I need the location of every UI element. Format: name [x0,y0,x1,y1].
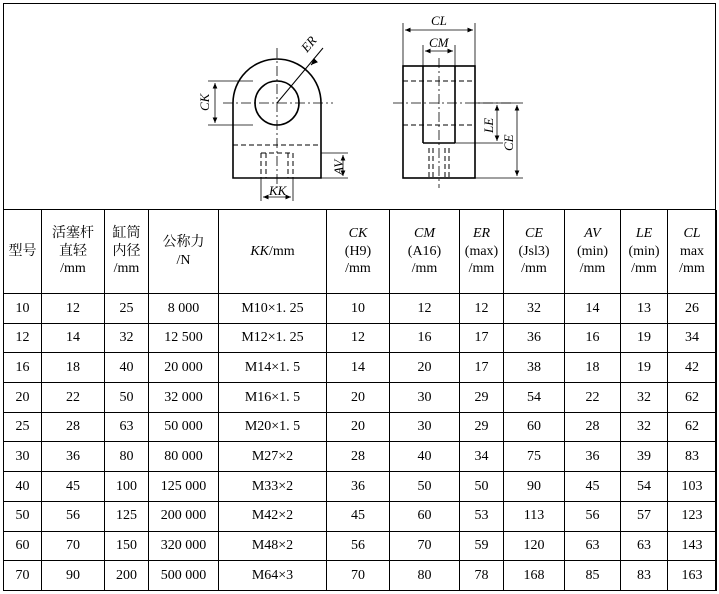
table-cell: 50 [390,472,460,502]
table-cell: 25 [4,412,42,442]
table-row [4,501,717,531]
table-cell: 30 [390,383,460,413]
column-header-line: (max) [464,243,499,259]
column-header-line: 公称力 [162,235,205,250]
table-cell: 28 [327,442,390,472]
table-cell: 63 [565,531,621,561]
spec-table [3,210,717,591]
table-cell: M20×1. 5 [219,412,327,442]
table-cell: 36 [327,472,390,502]
table-cell: 12 [460,294,504,324]
table-cell: 113 [504,501,565,531]
kk-label: KK [269,183,287,198]
table-cell: 34 [460,442,504,472]
column-header [105,210,149,294]
table-cell: 26 [668,294,717,324]
column-header-line: (min) [576,243,609,259]
table-cell: 12 [4,323,42,353]
table-cell: 40 [390,442,460,472]
table-cell: 18 [42,353,105,383]
column-header-line: 缸筒 [112,226,141,242]
table-cell: 63 [621,531,668,561]
column-header-line: max [679,243,705,259]
table-cell: 28 [565,412,621,442]
column-header-line: 型号 [8,243,37,259]
table-body [4,294,717,591]
column-header-line: /mm [631,261,657,277]
table-cell: 36 [565,442,621,472]
table-cell: 32 [105,323,149,353]
table-cell: 60 [504,412,565,442]
table-cell: 22 [565,383,621,413]
table-row [4,412,717,442]
table-cell: 29 [460,383,504,413]
table-cell: 32 [621,383,668,413]
column-header-line: 活塞杆 [52,226,94,242]
column-header-line: /mm [579,261,606,277]
table-row [4,383,717,413]
table-cell: 100 [105,472,149,502]
table-cell: 30 [4,442,42,472]
table-cell: 85 [565,561,621,591]
table-row [4,561,717,591]
column-header-line: (H9) [344,243,372,259]
table-cell: M12×1. 25 [219,323,327,353]
table-cell: 22 [42,383,105,413]
table-cell: 10 [4,294,42,324]
cm-label: CM [429,35,449,50]
table-cell: 16 [565,323,621,353]
table-cell: 500 000 [149,561,219,591]
table-cell: 83 [621,561,668,591]
table-cell: 54 [504,383,565,413]
table-cell: 30 [390,412,460,442]
column-header [149,210,219,294]
table-cell: 320 000 [149,531,219,561]
table-cell: 143 [668,531,717,561]
table-cell: 53 [460,501,504,531]
table-row [4,353,717,383]
column-header-symbol: CM [414,226,435,242]
table-cell: 19 [621,353,668,383]
table-cell: 16 [4,353,42,383]
table-cell: 14 [42,323,105,353]
table-cell: 60 [390,501,460,531]
table-cell: 12 [327,323,390,353]
table-cell: 18 [565,353,621,383]
ck-label: CK [197,93,212,111]
table-cell: 125 [105,501,149,531]
table-cell: 56 [565,501,621,531]
table-cell: 20 [327,412,390,442]
table-cell: 14 [327,353,390,383]
column-header [565,210,621,294]
column-header [4,210,42,294]
table-cell: 40 [105,353,149,383]
column-header-symbol: AV [584,226,601,242]
table-row [4,531,717,561]
table-cell: 200 [105,561,149,591]
column-header-line: (Jsl3) [518,243,550,259]
table-row [4,294,717,324]
table-cell: 59 [460,531,504,561]
table-cell: M64×3 [219,561,327,591]
table-cell: 54 [621,472,668,502]
er-dimension [277,48,323,103]
er-label: ER [297,33,320,55]
table-cell: 70 [4,561,42,591]
table-cell: 42 [668,353,717,383]
table-cell: 75 [504,442,565,472]
column-header-line: /mm [411,261,438,277]
column-header [621,210,668,294]
table-cell: 17 [460,323,504,353]
column-header [42,210,105,294]
column-header-symbol: KK [250,243,269,259]
table-cell: 56 [327,531,390,561]
table-cell: 45 [42,472,105,502]
column-header-line: (A16) [407,243,442,259]
ce-label: CE [501,134,516,151]
table-cell: 70 [42,531,105,561]
column-header-symbol: CE [525,226,543,242]
table-cell: 168 [504,561,565,591]
table-cell: 60 [4,531,42,561]
table-cell: 50 [4,501,42,531]
table-row [4,323,717,353]
av-label: AV [331,159,346,175]
column-header-line: /mm [345,261,371,277]
table-cell: 19 [621,323,668,353]
column-header [327,210,390,294]
table-cell: 80 [390,561,460,591]
table-cell: 123 [668,501,717,531]
le-label: LE [481,117,496,133]
table-cell: M42×2 [219,501,327,531]
table-cell: 29 [460,412,504,442]
table-cell: 50 [460,472,504,502]
table-cell: 38 [504,353,565,383]
column-header-line: /N [176,252,191,268]
column-header-line: /mm [60,261,86,277]
table-cell: 32 [621,412,668,442]
table-cell: 12 500 [149,323,219,353]
table-cell: 16 [390,323,460,353]
table-cell: 13 [621,294,668,324]
table-cell: 32 [504,294,565,324]
table-cell: 36 [504,323,565,353]
table-cell: 20 000 [149,353,219,383]
column-header-symbol: ER [472,226,491,242]
clevis-drawing-svg [3,3,716,210]
column-header-line: /mm [521,261,547,277]
column-header-line: 内径 [112,243,141,259]
table-cell: 34 [668,323,717,353]
front-view-centerlines [223,48,333,188]
table-cell: 56 [42,501,105,531]
column-header-line: /mm [468,261,495,277]
table-cell: 90 [504,472,565,502]
column-header-line: /mm [269,243,295,259]
table-cell: 50 000 [149,412,219,442]
table-cell: M27×2 [219,442,327,472]
table-cell: 45 [327,501,390,531]
table-cell: 45 [565,472,621,502]
column-header [390,210,460,294]
table-cell: 163 [668,561,717,591]
table-cell: 12 [42,294,105,324]
table-cell: 78 [460,561,504,591]
table-cell: 40 [4,472,42,502]
table-cell: 50 [105,383,149,413]
table-cell: 80 000 [149,442,219,472]
table-row [4,472,717,502]
table-cell: 17 [460,353,504,383]
table-cell: 39 [621,442,668,472]
table-cell: 20 [390,353,460,383]
column-header-line: 直轻 [59,243,87,259]
column-header [504,210,565,294]
table-cell: 80 [105,442,149,472]
table-cell: 25 [105,294,149,324]
table-cell: 62 [668,383,717,413]
table-cell: M33×2 [219,472,327,502]
table-cell: 90 [42,561,105,591]
table-cell: 150 [105,531,149,561]
table-cell: 70 [390,531,460,561]
table-cell: 20 [327,383,390,413]
table-cell: 62 [668,412,717,442]
table-cell: 12 [390,294,460,324]
column-header-symbol: CL [683,226,701,242]
header-row [4,210,717,294]
table-row [4,442,717,472]
table-cell: 200 000 [149,501,219,531]
table-cell: M48×2 [219,531,327,561]
table-cell: M14×1. 5 [219,353,327,383]
table-cell: 28 [42,412,105,442]
column-header-symbol: CK [348,226,368,242]
column-header [668,210,717,294]
table-cell: 8 000 [149,294,219,324]
column-header-line: /mm [113,261,140,277]
table-cell: 120 [504,531,565,561]
column-header [219,210,327,294]
table-cell: 63 [105,412,149,442]
column-header-line: (min) [628,243,660,259]
table-cell: 83 [668,442,717,472]
table-cell: 14 [565,294,621,324]
table-cell: 10 [327,294,390,324]
table-cell: 57 [621,501,668,531]
table-cell: M16×1. 5 [219,383,327,413]
table-cell: 36 [42,442,105,472]
table-cell: 32 000 [149,383,219,413]
table-cell: 70 [327,561,390,591]
column-header-symbol: LE [635,226,653,242]
table-cell: 20 [4,383,42,413]
table-cell: 125 000 [149,472,219,502]
column-header-line: /mm [679,261,705,277]
technical-drawing [3,3,716,210]
table-cell: M10×1. 25 [219,294,327,324]
table-cell: 103 [668,472,717,502]
column-header [460,210,504,294]
cl-label: CL [431,13,447,28]
